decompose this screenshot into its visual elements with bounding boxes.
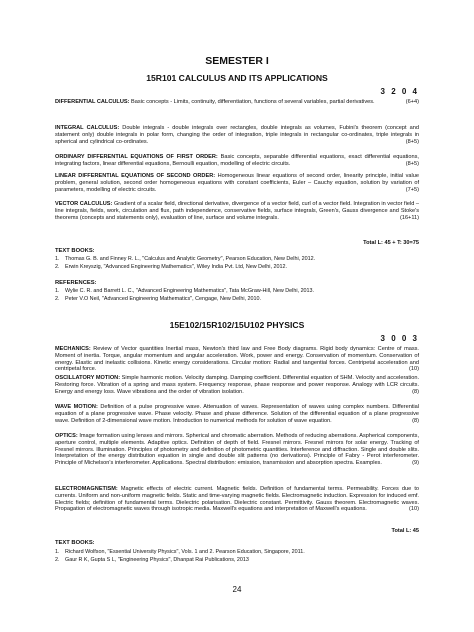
course1-textbook-2 <box>55 264 419 271</box>
course1-unit-4 <box>55 173 419 193</box>
course2-credits: 3 0 0 3 <box>380 334 419 343</box>
unit-heading: ELECTROMAGNETISM: <box>55 486 118 492</box>
course2-unit-4 <box>55 433 419 467</box>
item-text: Erwin Kreyszig, "Advanced Engineering Mathematics", Wiley India Pvt. Ltd, New Delhi, 2012. <box>65 264 287 270</box>
course2-unit-1 <box>55 346 419 373</box>
item-number: 1. <box>55 288 60 294</box>
course1-textbook-1 <box>55 256 419 263</box>
unit-heading: VECTOR CALCULUS: <box>55 201 113 207</box>
page-number: 24 <box>232 585 242 594</box>
item-text: Gaur R K, Gupta S L, "Engineering Physics", Dhanpat Rai Publications, 2013 <box>65 557 249 563</box>
unit-text: Magnetic effects of electric current. Magnetic fields. Definition of fundamental terms. Permeability. Forces due to currents. Uniform and non-uniform magnetic fields. Static and time-varying magnetic fields. Electromagnetic induction. Expression for induced emf. Electric fields; definition of fundamental terms. Dielectric polarisation. Dielectric constant. Permittivity. Gauss theorem. Electromagnetic waves. Propagation of electromagnetic waves through isotropic media. Maxwell's equations and interpretation of Maxwell's equations. <box>55 486 419 513</box>
item-number: 2. <box>55 557 60 563</box>
item-text: Peter V.O Neil, "Advanced Engineering Mathematics", Cengage, New Delhi, 2010. <box>65 296 262 302</box>
unit-heading: OSCILLATORY MOTION: <box>55 375 121 381</box>
unit-text: Simple harmonic motion. Velocity damping. Damping coefficient. Differential equation of SHM. Velocity and acceleration. Restoring force. Vibration of a spring and mass system. Frequency response, phase response and power response. Analogy with LCR circuits. Energy and energy loss. Wave vibrations and the order of vibration isolation. <box>55 375 419 395</box>
course1-unit-2 <box>55 125 419 145</box>
unit-hours: (10) <box>409 506 419 513</box>
course2-textbooks-label: TEXT BOOKS: <box>55 540 95 546</box>
unit-text: Definition of a pulse progressive wave. Attenuation of waves. Representation of waves using complex numbers. Differential equation of a plane progressive wave. Phase velocity. Phase and phase difference. Solution of the differential equation of a plane progressive wave. Definition of 2-dimensional wave motion. Introduction to numerical methods for solution of wave equation. <box>55 404 419 424</box>
unit-text: Image formation using lenses and mirrors. Spherical and chromatic aberration. Methods of reducing aberrations. Aspherical components, aperture control, multiple elements. Adaptive optics. Definition of depth of field. Fresnel mirrors. Fresnel mirrors for solar energy. Tracking of Fresnel mirrors. Illumination. Principles of photometry and definition of photometric quantities. Interference and diffraction. Single and double slits. Interpretation of the energy distribution equation in single and double slit patterns (no derivations). Principle of Fabry - Perot interferometer. Principle of Michelson's interferometer. Applications. Spectral distribution: emission, transmission and absorption spectra. Examples. <box>55 433 419 467</box>
unit-heading: OPTICS: <box>55 433 78 439</box>
unit-text: Homogeneous linear equations of second order, linearity principle, initial value problem, general solution, second order homogeneous equations with constant coefficients, Euler – Cauchy equation, solution by variation of parameters, modelling of electric circuits. <box>55 173 419 193</box>
item-number: 2. <box>55 296 60 302</box>
course2-unit-2 <box>55 375 419 395</box>
unit-hours: (8) <box>412 388 419 395</box>
item-text: Richard Wolfson, "Essential University Physics", Vols. 1 and 2. Pearson Education, Singapore, 2011. <box>65 549 305 555</box>
course1-textbooks-label: TEXT BOOKS: <box>55 248 95 254</box>
course1-reference-1 <box>55 288 419 295</box>
course1-credits: 3 2 0 4 <box>380 87 419 96</box>
unit-text: Basic concepts, separable differential equations, exact differential equations, integrating factors, linear differential equations, Bernoulli equation, modelling of electric circuits. <box>55 154 419 167</box>
course2-unit-3 <box>55 404 419 424</box>
semester-title: SEMESTER I <box>205 55 269 67</box>
course1-unit-1 <box>55 99 419 106</box>
unit-text: Gradient of a scalar field, directional derivative, divergence of a vector field, curl of a vector field. Integration in vector field – line integrals, fields, work, circulation and flux, path independence, conservative fields, surface integrals, Green's, Gauss divergence and Stoke's theorems (concepts and statements only), evaluation of line, surface and volume integrals. <box>55 201 419 221</box>
course1-title: 15R101 CALCULUS AND ITS APPLICATIONS <box>146 73 328 83</box>
unit-heading: LINEAR DIFFERENTIAL EQUATIONS OF SECOND ORDER: <box>55 173 216 179</box>
course1-total: Total L: 45 + T: 30=75 <box>363 240 419 246</box>
item-number: 1. <box>55 256 60 262</box>
unit-hours: (6+4) <box>405 99 419 105</box>
unit-hours: (10) <box>409 366 419 373</box>
unit-text: Double integrals - double integrals over rectangles, double integrals as volumes, Fubini's theorem (concept and statement only) double integrals in polar form, changing the order of integration, triple integrals in rectangular co-ordinates, triple integrals in spherical and cylindrical co-ordinates. <box>55 125 419 145</box>
unit-hours: (8+5) <box>405 138 419 145</box>
unit-hours: (8) <box>412 417 419 424</box>
unit-heading: MECHANICS: <box>55 346 91 352</box>
unit-heading: ORDINARY DIFFERENTIAL EQUATIONS OF FIRST ORDER: <box>55 154 218 160</box>
unit-heading: WAVE MOTION: <box>55 404 98 410</box>
item-number: 2. <box>55 264 60 270</box>
unit-hours: (8+5) <box>405 160 419 167</box>
item-text: Thomas G. B. and Finney R. L., "Calculus and Analytic Geometry", Pearson Education, New Delhi, 2012. <box>65 256 316 262</box>
unit-hours: (9) <box>412 460 419 467</box>
unit-heading: DIFFERENTIAL CALCULUS: <box>55 99 130 105</box>
course2-textbook-2 <box>55 557 419 564</box>
unit-text: Review of Vector quantities Inertial mass, Newton's third law and Free Body diagrams. Rigid body dynamics: Centre of mass. Moment of inertia. Torque, angular momentum and angular acceleration. Work, power and energy. Conservation of momentum. Conservation of energy. Elastic and inelastic collisions. Kinetic energy considerations. Circular motion: Radial and tangential forces. Centripetal acceleration and centripetal force. <box>55 346 419 373</box>
course2-textbook-1 <box>55 549 419 556</box>
course1-unit-5 <box>55 201 419 221</box>
unit-heading: INTEGRAL CALCULUS: <box>55 125 120 131</box>
unit-text: Basic concepts - Limits, continuity, differentiation, functions of several variables, partial derivatives. <box>129 99 375 105</box>
unit-hours: (7+5) <box>405 186 419 193</box>
item-number: 1. <box>55 549 60 555</box>
course2-total: Total L: 45 <box>391 528 419 534</box>
course1-reference-2 <box>55 296 419 303</box>
course1-unit-3 <box>55 154 419 168</box>
course2-unit-5 <box>55 486 419 513</box>
item-text: Wylie C. R. and Barrett L. C., "Advanced Engineering Mathematics", Tata McGraw-Hill, New Delhi, 2013. <box>65 288 315 294</box>
unit-hours: (16+11) <box>399 214 419 221</box>
course2-title: 15E102/15R102/15U102 PHYSICS <box>169 320 305 330</box>
course1-references-label: REFERENCES: <box>55 280 97 286</box>
